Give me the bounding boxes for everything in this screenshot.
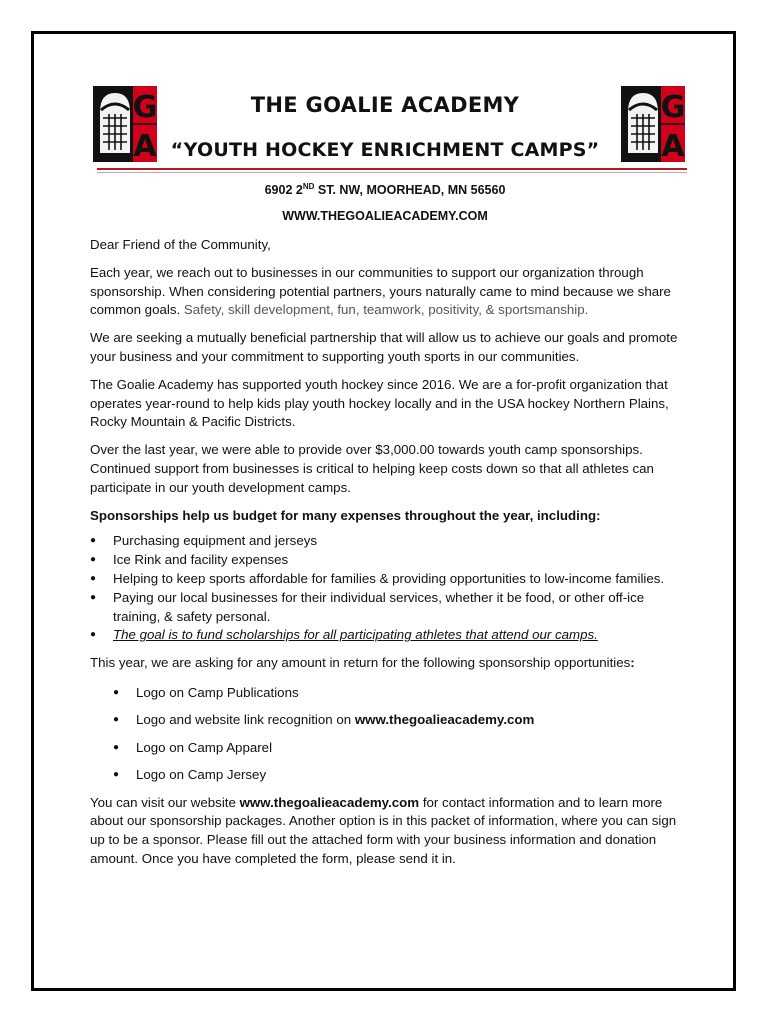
list-item: ● Purchasing equipment and jerseys [90, 532, 690, 551]
logo-letter-a: A [661, 129, 685, 164]
address [0, 182, 770, 197]
letter-body [90, 236, 690, 878]
logo-letter-g: G [660, 90, 685, 125]
website-link[interactable]: www.thegoalieacademy.com [239, 794, 420, 810]
closing-text-start: You can visit our website [90, 794, 240, 810]
paragraph-closing [90, 794, 690, 869]
opportunities-list [90, 684, 690, 785]
header-divider-shadow [97, 172, 687, 173]
address-ordinal: ND [302, 182, 315, 191]
page-title: THE GOALIE ACADEMY [250, 93, 520, 117]
list-item: ● Logo on Camp Publications [90, 684, 690, 703]
address-number: 6902 2 [264, 183, 303, 198]
page-subtitle: “YOUTH HOCKEY ENRICHMENT CAMPS” [170, 139, 600, 161]
expenses-list [90, 532, 690, 645]
logo-letter-g: G [132, 90, 157, 125]
logo-letter-a: A [133, 129, 157, 164]
shared-goals-text: Safety, skill development, fun, teamwork, positivity, & sportsmanship. [183, 302, 589, 318]
website-link[interactable]: www.thegoalieacademy.com [354, 712, 535, 728]
list-item: ● Logo on Camp Jersey [90, 766, 690, 785]
list-item: ● Ice Rink and facility expenses [90, 551, 690, 570]
list-item: ● Logo on Camp Apparel [90, 739, 690, 758]
list-item-goal: ● The goal is to fund scholarships for all participating athletes that attend our camps. [90, 626, 690, 645]
list-item: ● Helping to keep sports affordable for families & providing opportunities to low-income families. [90, 570, 690, 589]
greeting: Dear Friend of the Community, [90, 237, 271, 252]
closing-text-end: for contact information and to learn more about our sponsorship packages. Another option is in this packet of information, where you can sign up to be a sponsor. Please fill out the attached form with your business information and donation amount. Once you have completed the form, please send it in. [90, 794, 677, 867]
list-item [90, 711, 690, 730]
paragraph-funding: Over the last year, we were able to provide over $3,000.00 towards youth camp sponsorships. Continued support from businesses is critical to helping keep costs down so that all athletes can participate in our youth development camps. [90, 442, 654, 495]
opportunity-text: Logo and website link recognition on [136, 712, 355, 728]
header-divider [97, 168, 687, 170]
header-website: WWW.THEGOALIEACADEMY.COM [282, 209, 488, 223]
expenses-heading: Sponsorships help us budget for many expenses throughout the year, including: [90, 507, 601, 523]
opportunities-intro [90, 654, 690, 673]
address-street: ST. NW, MOORHEAD, MN 56560 [314, 183, 506, 198]
paragraph-history: The Goalie Academy has supported youth hockey since 2016. We are a for-profit organization that operates year-round to help kids play youth hockey locally and in the USA hockey Northern Plains, Rocky Mountain & Pacific Districts. [90, 376, 669, 430]
intro-text: Each year, we reach out to businesses in our communities to support our organization through sponsorship. When considering potential partners, yours naturally came to mind because we share common goals. [90, 264, 671, 318]
paragraph-intro [90, 264, 690, 320]
list-item: ● Paying our local businesses for their individual services, whether it be food, or other off-ice training, & safety personal. [90, 589, 690, 627]
opportunities-intro-text: This year, we are asking for any amount in return for the following sponsorship opportunities [90, 655, 631, 671]
paragraph-partnership: We are seeking a mutually beneficial partnership that will allow us to achieve our goals and promote your business and your commitment to supporting youth sports in our communities. [90, 330, 678, 364]
opportunities-colon: : [630, 655, 635, 671]
